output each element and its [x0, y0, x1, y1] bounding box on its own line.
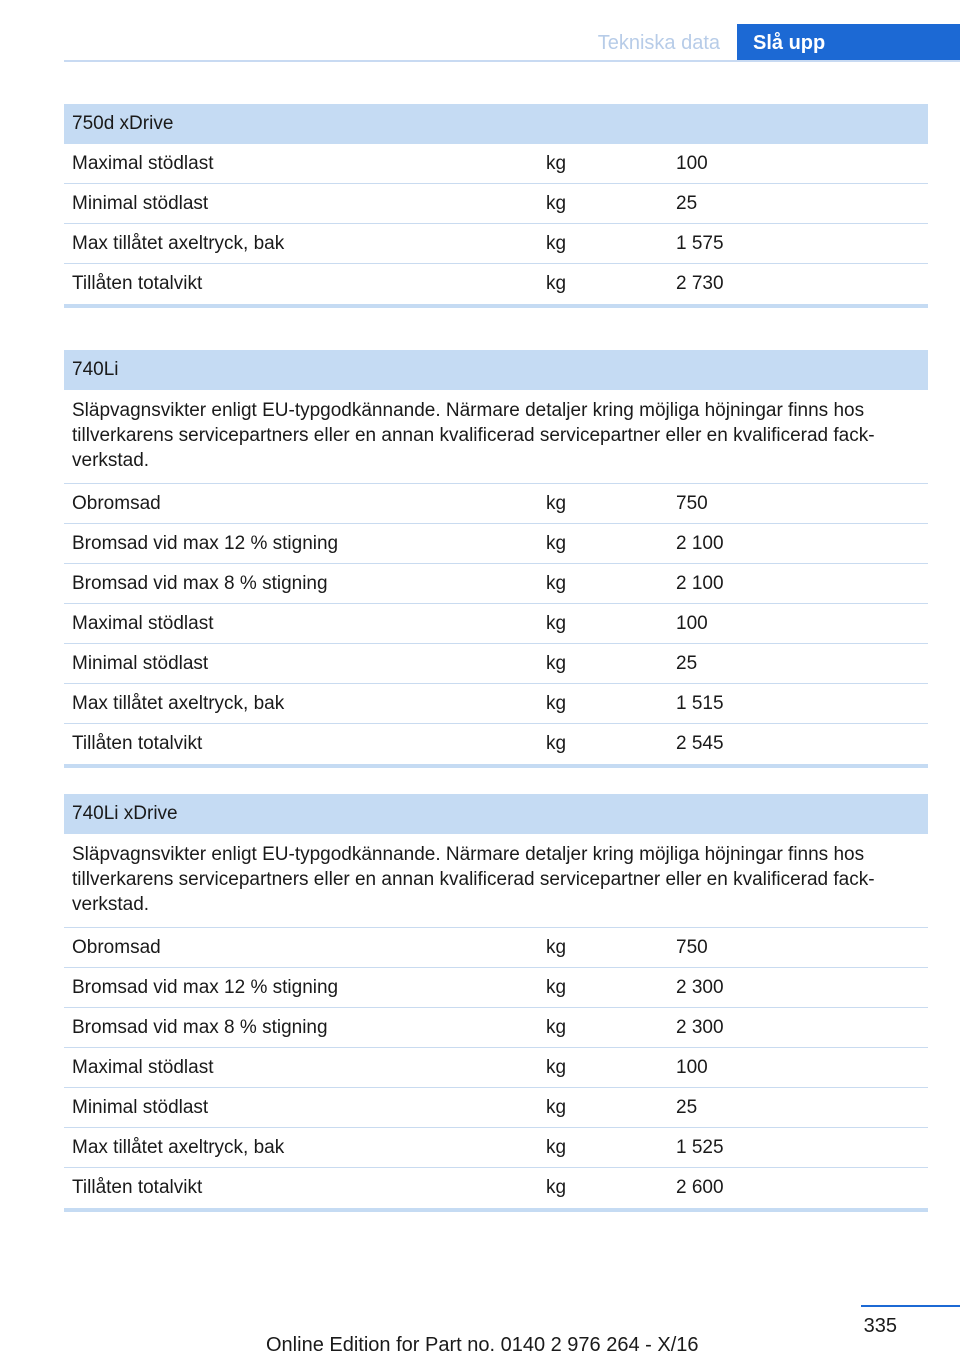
row-unit: kg: [546, 936, 567, 958]
header-divider: [64, 60, 960, 62]
table-end-rule: [64, 764, 928, 768]
row-value: 750: [676, 936, 708, 958]
row-unit: kg: [546, 652, 567, 674]
table-row: [64, 184, 928, 224]
row-label: Tillåten totalvikt: [72, 733, 203, 754]
table-title: 740Li: [64, 350, 928, 390]
table-title: 740Li xDrive: [64, 794, 928, 834]
row-value: 25: [676, 192, 698, 214]
row-label: Maximal stödlast: [72, 152, 214, 174]
header-chapter-tab[interactable]: Slå upp: [737, 24, 960, 62]
row-value: 2 100: [676, 532, 724, 554]
row-label: Tillåten totalvikt: [72, 1177, 203, 1198]
page-number-rule: [861, 1305, 960, 1307]
spec-table-740li: [64, 350, 928, 768]
row-unit: kg: [546, 1177, 567, 1198]
row-label: Max tillåtet axeltryck, bak: [72, 692, 285, 714]
row-label: Bromsad vid max 8 % stigning: [72, 572, 328, 594]
row-value: 2 100: [676, 572, 724, 594]
row-label: Bromsad vid max 12 % stigning: [72, 976, 339, 998]
table-row: [64, 484, 928, 524]
edition-footer: Online Edition for Part no. 0140 2 976 264 - X/16: [266, 1334, 699, 1356]
row-unit: kg: [546, 612, 567, 634]
spec-table-740li-xdrive: [64, 794, 928, 1212]
table-row: [64, 524, 928, 564]
table-end-rule: [64, 1208, 928, 1212]
table-row: [64, 1088, 928, 1128]
row-value: 100: [676, 612, 708, 634]
row-value: 25: [676, 652, 698, 674]
row-value: 2 730: [676, 273, 724, 294]
table-row: [64, 1048, 928, 1088]
row-unit: kg: [546, 1016, 567, 1038]
table-row: [64, 224, 928, 264]
row-unit: kg: [546, 976, 567, 998]
table-row: [64, 1168, 928, 1208]
row-value: 25: [676, 1096, 698, 1118]
row-value: 100: [676, 1056, 708, 1078]
row-value: 1 525: [676, 1136, 724, 1158]
row-unit: kg: [546, 733, 567, 754]
spec-table-750d-xdrive: [64, 104, 928, 308]
row-unit: kg: [546, 152, 567, 174]
row-unit: kg: [546, 273, 567, 294]
row-unit: kg: [546, 1136, 567, 1158]
row-label: Tillåten totalvikt: [72, 273, 203, 294]
row-label: Bromsad vid max 12 % stigning: [72, 532, 339, 554]
table-row: [64, 564, 928, 604]
table-row: [64, 644, 928, 684]
row-label: Obromsad: [72, 492, 161, 514]
row-unit: kg: [546, 532, 567, 554]
row-label: Minimal stödlast: [72, 1096, 209, 1118]
row-value: 2 600: [676, 1177, 724, 1198]
row-unit: kg: [546, 572, 567, 594]
row-value: 1 575: [676, 232, 724, 254]
row-value: 1 515: [676, 692, 724, 714]
table-note: Släpvagnsvikter enligt EU-typgodkännande. Närmare detaljer kring möjliga höjningar finns hos tillverkarens servicepartners eller en annan kvalificerad servicepartner eller en kvalificerad fack-verkstad.: [64, 390, 928, 484]
row-label: Bromsad vid max 8 % stigning: [72, 1016, 328, 1038]
row-value: 100: [676, 152, 708, 174]
row-label: Max tillåtet axeltryck, bak: [72, 232, 285, 254]
table-row: [64, 1128, 928, 1168]
table-note: Släpvagnsvikter enligt EU-typgodkännande. Närmare detaljer kring möjliga höjningar finns hos tillverkarens servicepartners eller en annan kvalificerad servicepartner eller en kvalificerad fack-verkstad.: [64, 834, 928, 928]
header-section-title: Tekniska data: [597, 32, 720, 54]
table-row: [64, 604, 928, 644]
table-row: [64, 1008, 928, 1048]
table-row: [64, 144, 928, 184]
row-label: Max tillåtet axeltryck, bak: [72, 1136, 285, 1158]
row-unit: kg: [546, 192, 567, 214]
table-row: [64, 724, 928, 764]
row-value: 750: [676, 492, 708, 514]
table-row: [64, 968, 928, 1008]
row-value: 2 300: [676, 1016, 724, 1038]
table-title: 750d xDrive: [64, 104, 928, 144]
row-unit: kg: [546, 232, 567, 254]
table-row: [64, 684, 928, 724]
row-label: Minimal stödlast: [72, 652, 209, 674]
row-label: Minimal stödlast: [72, 192, 209, 214]
row-value: 2 545: [676, 733, 724, 754]
row-value: 2 300: [676, 976, 724, 998]
row-label: Maximal stödlast: [72, 612, 214, 634]
table-end-rule: [64, 304, 928, 308]
row-unit: kg: [546, 692, 567, 714]
row-label: Maximal stödlast: [72, 1056, 214, 1078]
table-row: [64, 264, 928, 304]
row-unit: kg: [546, 1056, 567, 1078]
table-row: [64, 928, 928, 968]
row-unit: kg: [546, 492, 567, 514]
row-unit: kg: [546, 1096, 567, 1118]
page-number: 335: [863, 1315, 897, 1337]
row-label: Obromsad: [72, 936, 161, 958]
